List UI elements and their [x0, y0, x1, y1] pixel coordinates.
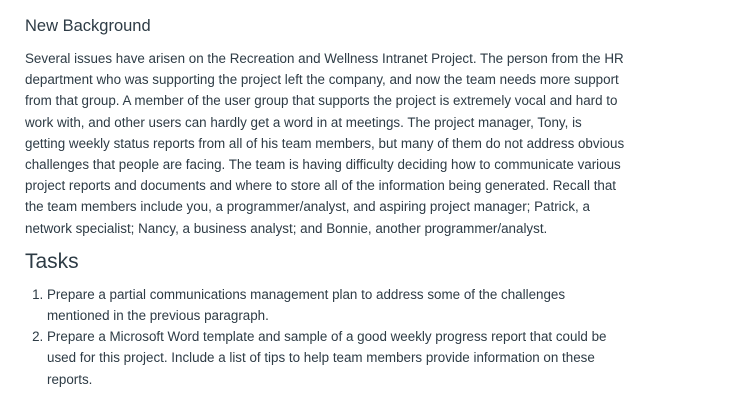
- background-heading: New Background: [25, 17, 151, 35]
- task-list: [25, 284, 607, 390]
- background-paragraph: Several issues have arisen on the Recreation and Wellness Intranet Project. The person from the HR department who was supporting the project left the company, and now the team needs more support from that group. A member of the user group that supports the project is extremely vocal and hard to work with, and other users can hardly get a word in at meetings. The project manager, Tony, is getting weekly status reports from all of his team members, but many of them do not address obvious challenges that people are facing. The team is having difficulty deciding how to communicate various project reports and documents and where to store all of the information being generated. Recall that the team members include you, a programmer/analyst, and aspiring project manager; Patrick, a network specialist; Nancy, a business analyst; and Bonnie, another programmer/analyst.: [25, 51, 625, 236]
- task-item-1: 1. Prepare a partial communications management plan to address some of the challenges mentioned in the previous paragraph.: [47, 284, 607, 326]
- tasks-heading: Tasks: [25, 249, 79, 273]
- task-item-2: 2. Prepare a Microsoft Word template and sample of a good weekly progress report that could be used for this project. Include a list of tips to help team members provide information on these reports.: [47, 326, 607, 390]
